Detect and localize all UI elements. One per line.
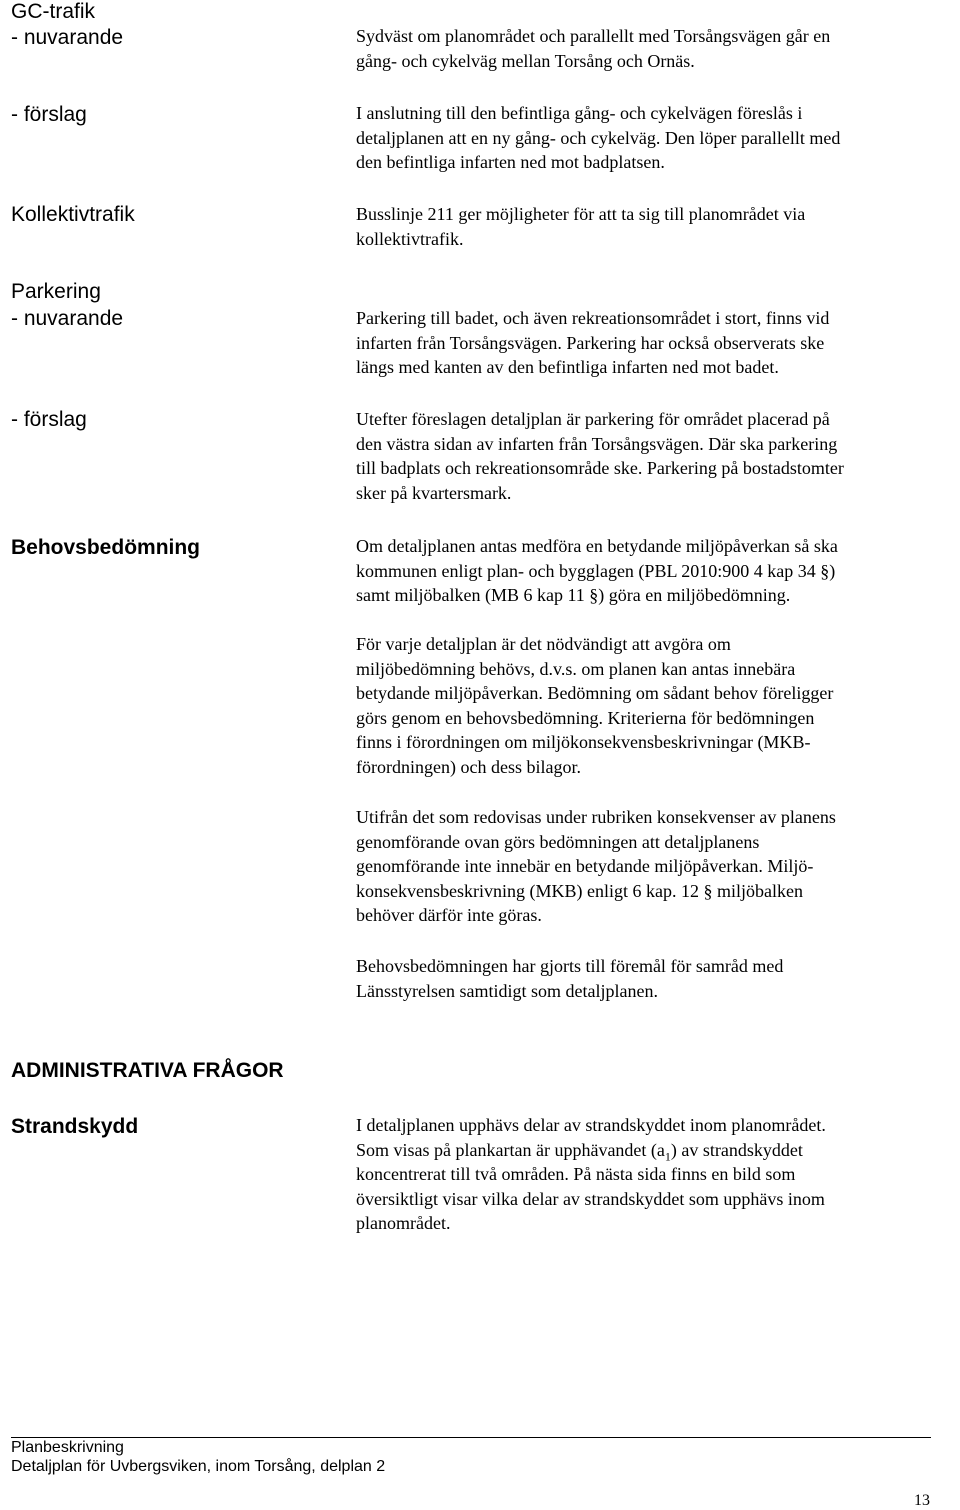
text-line: koncentrerat till två områden. På nästa sida finns en bild som (356, 1164, 796, 1185)
text-line: I detaljplanen upphävs delar av strandskyddet inom planområdet. (356, 1115, 826, 1135)
text-line: infarten från Torsångsvägen. Parkering har också observerats ske (356, 332, 825, 353)
text-line: Behovsbedömningen har gjorts till föremål för samråd med (356, 956, 784, 976)
paragraph-behov-2 (356, 632, 956, 780)
page-number: 13 (914, 1492, 930, 1509)
text-line: genomförande inte innebär en betydande miljöpåverkan. Miljö- (356, 856, 814, 877)
text-line: finns i förordningen om miljökonsekvensbeskrivningar (MKB- (356, 732, 811, 753)
footer-doc-type: Planbeskrivning (11, 1439, 124, 1456)
paragraph-behov-4 (356, 954, 956, 1003)
heading-parkering-forslag: - förslag (11, 408, 87, 431)
heading-gc-trafik: GC-trafik (11, 0, 95, 23)
text-fragment: ) av strandskyddet (670, 1139, 803, 1160)
text-line: I anslutning till den befintliga gång- och cykelvägen föreslås i (356, 103, 803, 123)
text-line: genomförande ovan görs bedömningen att detaljplanens (356, 831, 760, 852)
text-line: gång- och cykelväg mellan Torsång och Ornäs. (356, 50, 695, 71)
heading-gc-nuvarande: - nuvarande (11, 26, 124, 49)
heading-administrativa-fragor: ADMINISTRATIVA FRÅGOR (11, 1059, 284, 1082)
text-line: samt miljöbalken (MB 6 kap 11 §) göra en miljöbedömning. (356, 585, 791, 606)
text-line: Utifrån det som redovisas under rubriken konsekvenser av planens (356, 807, 836, 827)
text-line: Sydväst om planområdet och parallellt med Torsångsvägen går en (356, 26, 831, 46)
text-line: betydande miljöpåverkan. Bedömning om sådant behov föreligger (356, 683, 834, 704)
text-line: Busslinje 211 ger möjligheter för att ta sig till planområdet via (356, 204, 806, 224)
heading-parkering: Parkering (11, 280, 101, 303)
text-line: detaljplanen att en ny gång- och cykelväg. Den löper parallellt med (356, 127, 841, 148)
text-line: sker på kvartersmark. (356, 482, 512, 503)
text-fragment: Som visas på plankartan är upphävandet (a (356, 1139, 665, 1160)
text-line: längs med kanten av den befintliga infarten ned mot badet. (356, 357, 779, 378)
text-line: konsekvensbeskrivning (MKB) enligt 6 kap. 12 § miljöbalken (356, 880, 803, 901)
text-line: till badplats och rekreationsområde ske. Parkering på bostadstomter (356, 458, 844, 479)
heading-kollektivtrafik: Kollektivtrafik (11, 203, 135, 226)
text-line: översiktligt visar vilka delar av strandskyddet som upphävs inom (356, 1188, 825, 1209)
text-line: Länsstyrelsen samtidigt som detaljplanen. (356, 980, 658, 1001)
text-line: kollektivtrafik. (356, 228, 464, 249)
footer-divider (11, 1437, 931, 1438)
heading-gc-forslag: - förslag (11, 103, 87, 126)
text-line: För varje detaljplan är det nödvändigt att avgöra om (356, 634, 731, 654)
text-line: Utefter föreslagen detaljplan är parkering för området placerad på (356, 409, 830, 429)
paragraph-kollektivtrafik (356, 202, 956, 251)
footer-doc-title: Detaljplan för Uvbergsviken, inom Torsång, delplan 2 (11, 1458, 386, 1475)
text-line: miljöbedömning behövs, d.v.s. om planen kan antas innebära (356, 658, 796, 679)
text-line (356, 1138, 956, 1163)
paragraph-strandskydd (356, 1113, 956, 1236)
text-line: förordningen) och dess bilagor. (356, 756, 581, 777)
paragraph-parkering-forslag (356, 407, 956, 505)
text-line: kommunen enligt plan- och bygglagen (PBL 2010:900 4 kap 34 §) (356, 560, 836, 581)
text-line: planområdet. (356, 1213, 451, 1234)
text-line: den västra sidan av infarten från Torsångsvägen. Där ska parkering (356, 433, 838, 454)
text-line: görs genom en behovsbedömning. Kriterierna för bedömningen (356, 707, 815, 728)
subscript: 1 (664, 1149, 671, 1164)
text-line: Parkering till badet, och även rekreationsområdet i stort, finns vid (356, 308, 830, 328)
paragraph-gc-forslag (356, 101, 956, 175)
heading-strandskydd: Strandskydd (11, 1115, 139, 1138)
paragraph-gc-nuvarande (356, 24, 956, 73)
heading-behovsbedomning: Behovsbedömning (11, 536, 201, 559)
text-line: Om detaljplanen antas medföra en betydande miljöpåverkan så ska (356, 536, 838, 556)
paragraph-behov-1 (356, 534, 956, 608)
heading-parkering-nuvarande: - nuvarande (11, 307, 124, 330)
text-line: behöver därför inte göras. (356, 905, 542, 926)
paragraph-behov-3 (356, 805, 956, 928)
text-line: den befintliga infarten ned mot badplatsen. (356, 152, 665, 173)
paragraph-parkering-nuvarande (356, 306, 956, 380)
